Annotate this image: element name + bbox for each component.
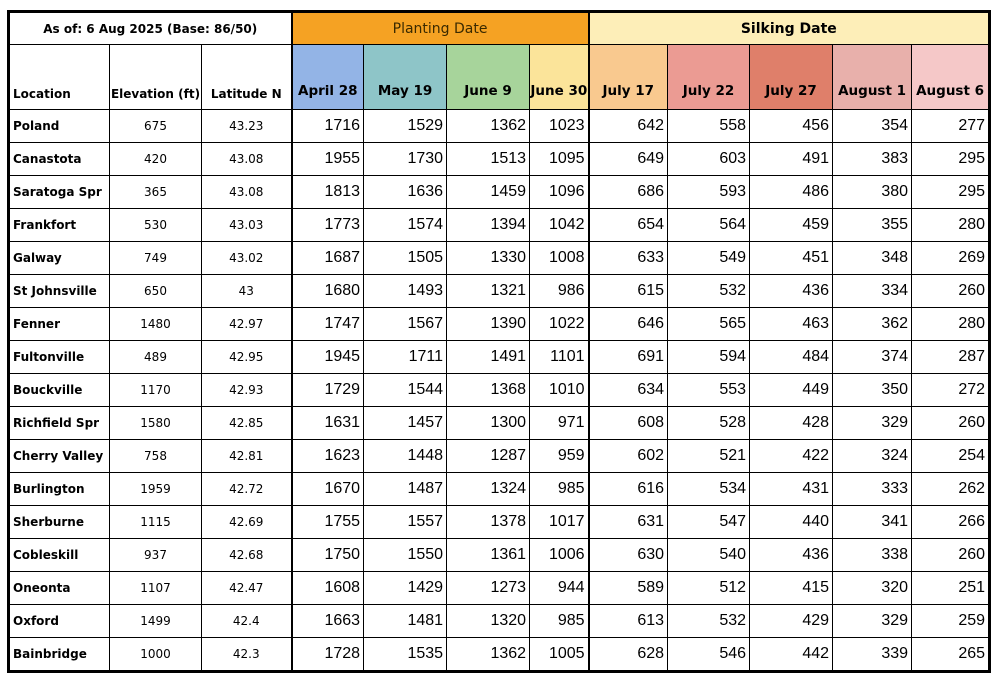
planting-gdd-cell: 1535 [364, 638, 447, 671]
silking-gdd-cell: 649 [589, 143, 668, 176]
silking-gdd-cell: 686 [589, 176, 668, 209]
silking-gdd-cell: 532 [668, 605, 750, 638]
location-cell: Sherburne [10, 506, 110, 539]
elevation-cell: 1580 [110, 407, 202, 440]
silking-gdd-cell: 630 [589, 539, 668, 572]
planting-gdd-cell: 1300 [447, 407, 530, 440]
location-column-header: Location [10, 45, 110, 110]
elevation-cell: 675 [110, 110, 202, 143]
planting-gdd-cell: 1711 [364, 341, 447, 374]
location-cell: Canastota [10, 143, 110, 176]
as-of-label: As of: 6 Aug 2025 (Base: 86/50) [10, 13, 292, 45]
table-row [10, 242, 989, 275]
planting-gdd-cell: 1680 [292, 275, 364, 308]
planting-gdd-cell: 1491 [447, 341, 530, 374]
elevation-cell: 1107 [110, 572, 202, 605]
latitude-cell: 42.85 [202, 407, 292, 440]
silking-gdd-cell: 260 [912, 275, 989, 308]
silking-gdd-cell: 341 [833, 506, 912, 539]
silking-gdd-cell: 429 [750, 605, 833, 638]
silking-gdd-cell: 295 [912, 176, 989, 209]
planting-gdd-cell: 1006 [530, 539, 589, 572]
planting-gdd-cell: 1945 [292, 341, 364, 374]
silking-gdd-cell: 558 [668, 110, 750, 143]
elevation-cell: 365 [110, 176, 202, 209]
elevation-cell: 420 [110, 143, 202, 176]
table-row [10, 176, 989, 209]
planting-gdd-cell: 1368 [447, 374, 530, 407]
planting-gdd-cell: 1459 [447, 176, 530, 209]
silking-gdd-cell: 602 [589, 440, 668, 473]
silking-gdd-cell: 565 [668, 308, 750, 341]
planting-gdd-cell: 1513 [447, 143, 530, 176]
silking-gdd-cell: 431 [750, 473, 833, 506]
location-cell: Bainbridge [10, 638, 110, 671]
silking-gdd-cell: 338 [833, 539, 912, 572]
silking-gdd-cell: 615 [589, 275, 668, 308]
planting-gdd-cell: 1273 [447, 572, 530, 605]
silking-gdd-cell: 436 [750, 275, 833, 308]
table-row [10, 110, 989, 143]
planting-date-header: June 9 [447, 45, 530, 110]
elevation-cell: 937 [110, 539, 202, 572]
silking-gdd-cell: 553 [668, 374, 750, 407]
silking-gdd-cell: 415 [750, 572, 833, 605]
silking-gdd-cell: 603 [668, 143, 750, 176]
planting-gdd-cell: 1005 [530, 638, 589, 671]
planting-gdd-cell: 1394 [447, 209, 530, 242]
table-row [10, 143, 989, 176]
planting-gdd-cell: 1095 [530, 143, 589, 176]
silking-gdd-cell: 440 [750, 506, 833, 539]
planting-gdd-cell: 1008 [530, 242, 589, 275]
silking-gdd-cell: 380 [833, 176, 912, 209]
silking-gdd-cell: 295 [912, 143, 989, 176]
silking-gdd-cell: 546 [668, 638, 750, 671]
planting-gdd-cell: 1670 [292, 473, 364, 506]
silking-gdd-cell: 354 [833, 110, 912, 143]
silking-gdd-cell: 269 [912, 242, 989, 275]
planting-gdd-cell: 1481 [364, 605, 447, 638]
planting-gdd-cell: 1457 [364, 407, 447, 440]
silking-gdd-cell: 534 [668, 473, 750, 506]
table-row [10, 506, 989, 539]
table-row [10, 275, 989, 308]
location-cell: Frankfort [10, 209, 110, 242]
silking-gdd-cell: 634 [589, 374, 668, 407]
silking-gdd-cell: 549 [668, 242, 750, 275]
table-row [10, 341, 989, 374]
silking-gdd-cell: 646 [589, 308, 668, 341]
planting-gdd-cell: 1010 [530, 374, 589, 407]
silking-gdd-cell: 594 [668, 341, 750, 374]
silking-gdd-cell: 642 [589, 110, 668, 143]
silking-gdd-cell: 280 [912, 308, 989, 341]
elevation-cell: 749 [110, 242, 202, 275]
silking-gdd-cell: 428 [750, 407, 833, 440]
planting-gdd-cell: 1287 [447, 440, 530, 473]
silking-gdd-cell: 334 [833, 275, 912, 308]
silking-gdd-cell: 265 [912, 638, 989, 671]
silking-date-header: August 1 [833, 45, 912, 110]
location-cell: Richfield Spr [10, 407, 110, 440]
table-row [10, 374, 989, 407]
location-cell: Oneonta [10, 572, 110, 605]
planting-gdd-cell: 1505 [364, 242, 447, 275]
latitude-cell: 43.08 [202, 176, 292, 209]
silking-date-header: August 6 [912, 45, 989, 110]
planting-gdd-cell: 1631 [292, 407, 364, 440]
latitude-cell: 43 [202, 275, 292, 308]
location-cell: Cobleskill [10, 539, 110, 572]
silking-gdd-cell: 442 [750, 638, 833, 671]
table-row [10, 407, 989, 440]
planting-gdd-cell: 1330 [447, 242, 530, 275]
silking-gdd-cell: 260 [912, 539, 989, 572]
planting-gdd-cell: 1544 [364, 374, 447, 407]
silking-gdd-cell: 654 [589, 209, 668, 242]
planting-gdd-cell: 1361 [447, 539, 530, 572]
planting-gdd-cell: 1017 [530, 506, 589, 539]
silking-gdd-cell: 320 [833, 572, 912, 605]
silking-gdd-cell: 463 [750, 308, 833, 341]
planting-gdd-cell: 1362 [447, 110, 530, 143]
latitude-column-header: Latitude N [202, 45, 292, 110]
silking-gdd-cell: 449 [750, 374, 833, 407]
silking-gdd-cell: 362 [833, 308, 912, 341]
planting-gdd-cell: 1636 [364, 176, 447, 209]
planting-gdd-cell: 1324 [447, 473, 530, 506]
planting-gdd-cell: 1042 [530, 209, 589, 242]
planting-gdd-cell: 1101 [530, 341, 589, 374]
planting-gdd-cell: 1750 [292, 539, 364, 572]
silking-gdd-cell: 616 [589, 473, 668, 506]
planting-gdd-cell: 1448 [364, 440, 447, 473]
planting-gdd-cell: 1728 [292, 638, 364, 671]
planting-gdd-cell: 1390 [447, 308, 530, 341]
silking-gdd-cell: 608 [589, 407, 668, 440]
elevation-cell: 650 [110, 275, 202, 308]
location-cell: St Johnsville [10, 275, 110, 308]
planting-gdd-cell: 1550 [364, 539, 447, 572]
silking-gdd-cell: 486 [750, 176, 833, 209]
silking-date-group-header: Silking Date [589, 13, 989, 45]
silking-gdd-cell: 280 [912, 209, 989, 242]
silking-gdd-cell: 633 [589, 242, 668, 275]
planting-gdd-cell: 1023 [530, 110, 589, 143]
silking-gdd-cell: 287 [912, 341, 989, 374]
planting-gdd-cell: 1487 [364, 473, 447, 506]
planting-gdd-cell: 1096 [530, 176, 589, 209]
latitude-cell: 42.69 [202, 506, 292, 539]
silking-gdd-cell: 593 [668, 176, 750, 209]
silking-gdd-cell: 266 [912, 506, 989, 539]
planting-gdd-cell: 944 [530, 572, 589, 605]
planting-gdd-cell: 1773 [292, 209, 364, 242]
silking-gdd-cell: 324 [833, 440, 912, 473]
elevation-column-header: Elevation (ft) [110, 45, 202, 110]
table-row [10, 209, 989, 242]
silking-gdd-cell: 374 [833, 341, 912, 374]
planting-gdd-cell: 1567 [364, 308, 447, 341]
silking-date-header: July 27 [750, 45, 833, 110]
silking-gdd-cell: 329 [833, 407, 912, 440]
planting-date-group-header: Planting Date [292, 13, 589, 45]
planting-date-header: June 30 [530, 45, 589, 110]
elevation-cell: 1000 [110, 638, 202, 671]
silking-gdd-cell: 613 [589, 605, 668, 638]
latitude-cell: 43.02 [202, 242, 292, 275]
silking-gdd-cell: 355 [833, 209, 912, 242]
elevation-cell: 1480 [110, 308, 202, 341]
planting-gdd-cell: 1022 [530, 308, 589, 341]
planting-gdd-cell: 1557 [364, 506, 447, 539]
location-cell: Burlington [10, 473, 110, 506]
planting-gdd-cell: 1429 [364, 572, 447, 605]
silking-gdd-cell: 631 [589, 506, 668, 539]
silking-date-header: July 22 [668, 45, 750, 110]
latitude-cell: 42.81 [202, 440, 292, 473]
table-row [10, 572, 989, 605]
latitude-cell: 42.95 [202, 341, 292, 374]
latitude-cell: 43.03 [202, 209, 292, 242]
planting-gdd-cell: 1623 [292, 440, 364, 473]
planting-gdd-cell: 985 [530, 605, 589, 638]
planting-gdd-cell: 1321 [447, 275, 530, 308]
planting-gdd-cell: 1813 [292, 176, 364, 209]
silking-gdd-cell: 451 [750, 242, 833, 275]
silking-gdd-cell: 484 [750, 341, 833, 374]
silking-gdd-cell: 422 [750, 440, 833, 473]
silking-gdd-cell: 532 [668, 275, 750, 308]
latitude-cell: 43.08 [202, 143, 292, 176]
elevation-cell: 489 [110, 341, 202, 374]
latitude-cell: 43.23 [202, 110, 292, 143]
planting-gdd-cell: 986 [530, 275, 589, 308]
latitude-cell: 42.47 [202, 572, 292, 605]
silking-gdd-cell: 691 [589, 341, 668, 374]
location-cell: Saratoga Spr [10, 176, 110, 209]
silking-date-header: July 17 [589, 45, 668, 110]
silking-gdd-cell: 339 [833, 638, 912, 671]
table-row [10, 638, 989, 671]
silking-gdd-cell: 547 [668, 506, 750, 539]
silking-gdd-cell: 260 [912, 407, 989, 440]
silking-gdd-cell: 262 [912, 473, 989, 506]
latitude-cell: 42.68 [202, 539, 292, 572]
latitude-cell: 42.4 [202, 605, 292, 638]
planting-gdd-cell: 1608 [292, 572, 364, 605]
planting-gdd-cell: 1574 [364, 209, 447, 242]
silking-gdd-cell: 259 [912, 605, 989, 638]
elevation-cell: 1115 [110, 506, 202, 539]
table-row [10, 308, 989, 341]
silking-gdd-cell: 528 [668, 407, 750, 440]
silking-gdd-cell: 350 [833, 374, 912, 407]
planting-gdd-cell: 1320 [447, 605, 530, 638]
planting-gdd-cell: 1755 [292, 506, 364, 539]
location-cell: Oxford [10, 605, 110, 638]
table-row [10, 539, 989, 572]
latitude-cell: 42.97 [202, 308, 292, 341]
table-row [10, 440, 989, 473]
planting-gdd-cell: 1747 [292, 308, 364, 341]
latitude-cell: 42.3 [202, 638, 292, 671]
latitude-cell: 42.93 [202, 374, 292, 407]
silking-gdd-cell: 491 [750, 143, 833, 176]
planting-gdd-cell: 1493 [364, 275, 447, 308]
silking-gdd-cell: 251 [912, 572, 989, 605]
planting-gdd-cell: 1378 [447, 506, 530, 539]
table-row [10, 605, 989, 638]
silking-gdd-cell: 277 [912, 110, 989, 143]
silking-gdd-cell: 329 [833, 605, 912, 638]
elevation-cell: 1499 [110, 605, 202, 638]
silking-gdd-cell: 564 [668, 209, 750, 242]
location-cell: Cherry Valley [10, 440, 110, 473]
silking-gdd-cell: 348 [833, 242, 912, 275]
gdd-table [9, 12, 989, 671]
table-row [10, 473, 989, 506]
planting-gdd-cell: 1729 [292, 374, 364, 407]
planting-gdd-cell: 1730 [364, 143, 447, 176]
planting-gdd-cell: 1955 [292, 143, 364, 176]
location-cell: Bouckville [10, 374, 110, 407]
latitude-cell: 42.72 [202, 473, 292, 506]
silking-gdd-cell: 272 [912, 374, 989, 407]
elevation-cell: 1959 [110, 473, 202, 506]
planting-gdd-cell: 1529 [364, 110, 447, 143]
silking-gdd-cell: 512 [668, 572, 750, 605]
silking-gdd-cell: 628 [589, 638, 668, 671]
location-cell: Poland [10, 110, 110, 143]
planting-gdd-cell: 1663 [292, 605, 364, 638]
silking-gdd-cell: 521 [668, 440, 750, 473]
elevation-cell: 530 [110, 209, 202, 242]
silking-gdd-cell: 254 [912, 440, 989, 473]
silking-gdd-cell: 436 [750, 539, 833, 572]
planting-gdd-cell: 959 [530, 440, 589, 473]
planting-gdd-cell: 971 [530, 407, 589, 440]
silking-gdd-cell: 540 [668, 539, 750, 572]
planting-gdd-cell: 1687 [292, 242, 364, 275]
planting-date-header: May 19 [364, 45, 447, 110]
silking-gdd-cell: 456 [750, 110, 833, 143]
location-cell: Fultonville [10, 341, 110, 374]
planting-gdd-cell: 985 [530, 473, 589, 506]
silking-gdd-cell: 333 [833, 473, 912, 506]
silking-gdd-cell: 459 [750, 209, 833, 242]
planting-date-header: April 28 [292, 45, 364, 110]
elevation-cell: 758 [110, 440, 202, 473]
elevation-cell: 1170 [110, 374, 202, 407]
planting-gdd-cell: 1716 [292, 110, 364, 143]
location-cell: Galway [10, 242, 110, 275]
silking-gdd-cell: 383 [833, 143, 912, 176]
silking-gdd-cell: 589 [589, 572, 668, 605]
location-cell: Fenner [10, 308, 110, 341]
planting-gdd-cell: 1362 [447, 638, 530, 671]
